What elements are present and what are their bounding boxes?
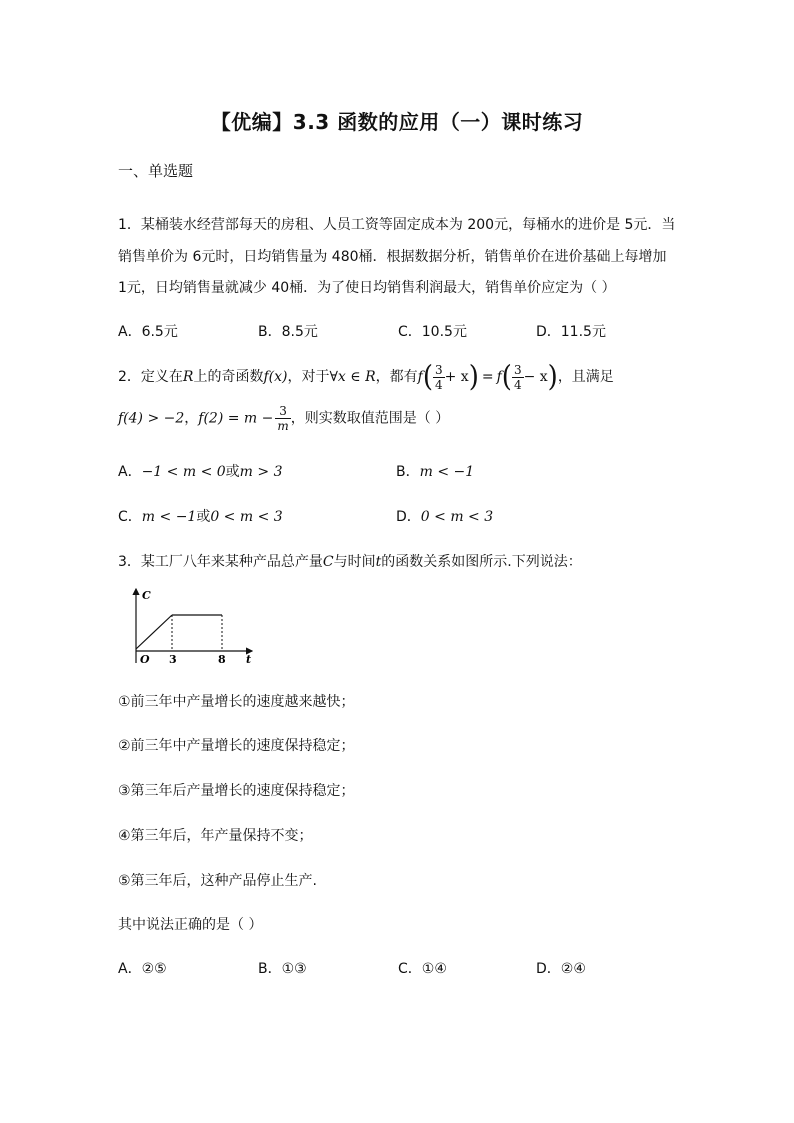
q2-paren: ( — [422, 360, 433, 394]
q3-option-d: D．②④ — [536, 961, 586, 977]
option-or: 或 — [225, 464, 240, 480]
q3-var-c: C — [322, 554, 334, 570]
q3-option-b: B．①③ — [258, 961, 307, 977]
graph-tick-3: 3 — [169, 653, 177, 666]
option-label: B． — [396, 464, 420, 480]
q2-fx: f(x) — [263, 369, 288, 385]
q3-text: 的函数关系如图所示.下列说法： — [381, 554, 582, 570]
q2-paren: ) — [547, 360, 558, 394]
q2-frac-den: 4 — [434, 377, 443, 392]
q2-text: ，则实数取值范围是（ ） — [290, 410, 450, 427]
q2-frac-num: 3 — [434, 362, 443, 377]
option-math: 0 < m < 3 — [420, 509, 494, 525]
q2-frac-num: 3 — [513, 362, 522, 377]
graph-tick-8: 8 — [218, 653, 226, 666]
q2-option-c — [118, 506, 283, 526]
page-title: 【优编】3.3 函数的应用（一）课时练习 — [210, 110, 584, 134]
option-label: C． — [118, 509, 142, 525]
q2-cond-frac-den: m — [277, 419, 289, 433]
option-math: m < −1 — [141, 509, 197, 525]
q2-option-a — [118, 461, 283, 481]
q2-option-d — [396, 506, 493, 526]
q2-frac-den: 4 — [513, 377, 522, 392]
q1-line-3: 1元，日均销售量就减少 40桶．为了使日均销售利润最大，销售单价应定为（ ） — [118, 280, 616, 296]
q1-option-d: D．11.5元 — [536, 324, 606, 340]
q3-statement-4: ④第三年后，年产量保持不变； — [118, 828, 313, 844]
q2-cond-2: f(2) = m − — [198, 410, 274, 427]
q3-statement-1: ①前三年中产量增长的速度越来越快； — [118, 694, 355, 710]
graph-xlabel: t — [246, 653, 252, 666]
q2-text: ， — [184, 410, 199, 427]
q1-line-1: 1．某桶装水经营部每天的房租、人员工资等固定成本为 200元，每桶水的进价是 5元．当 — [118, 217, 676, 233]
q2-text: ，对于 — [287, 369, 330, 385]
q3-statement-5: ⑤第三年后，这种产品停止生产. — [118, 873, 318, 889]
q3-text: 3．某工厂八年来某种产品总产量 — [118, 554, 323, 570]
q2-forall: ∀x ∈ R — [329, 369, 376, 385]
q2-frac — [433, 363, 445, 392]
option-math: 0 < m < 3 — [210, 509, 283, 525]
q2-cond-1: f(4) > −2 — [118, 410, 185, 427]
q2-text: ，都有 — [375, 369, 418, 385]
q3-text: 与时间 — [333, 554, 376, 570]
option-math: −1 < m < 0 — [141, 464, 226, 480]
q2-text: ，且满足 — [557, 369, 614, 385]
q2-f: f — [417, 369, 423, 385]
q2-paren: ) — [468, 360, 479, 394]
production-graph — [118, 585, 258, 667]
q3-statement-2: ②前三年中产量增长的速度保持稳定； — [118, 738, 355, 754]
q3-option-a: A．②⑤ — [118, 961, 167, 977]
q3-statement-3: ③第三年后产量增长的速度保持稳定； — [118, 783, 355, 799]
option-label: A． — [118, 464, 142, 480]
q2-f: f — [496, 369, 502, 385]
q3-question: 其中说法正确的是（ ） — [118, 917, 263, 933]
graph-ylabel: C — [142, 589, 151, 602]
graph-origin: O — [140, 653, 150, 666]
option-math: m > 3 — [239, 464, 283, 480]
q3-intro — [118, 551, 582, 571]
option-or: 或 — [196, 509, 211, 525]
q2-set-r: R — [182, 369, 194, 385]
q2-minus-x: − x — [523, 369, 548, 385]
q2-eq: = — [481, 369, 494, 385]
q2-text: 2．定义在 — [118, 369, 183, 385]
q1-line-2: 销售单价为 6元时，日均销售量为 480桶．根据数据分析，销售单价在进价基础上每增加 — [118, 249, 667, 265]
q2-paren: ( — [501, 360, 512, 394]
q2-cond-frac-num: 3 — [275, 404, 290, 419]
option-math: m < −1 — [419, 464, 475, 480]
q3-option-c: C．①④ — [398, 961, 447, 977]
q2-line-2 — [118, 404, 449, 433]
option-label: D． — [396, 509, 421, 525]
q2-plus-x: + x — [444, 369, 469, 385]
q2-text: 上的奇函数 — [193, 369, 264, 385]
q3-var-t: t — [375, 554, 382, 570]
section-heading: 一、单选题 — [118, 162, 194, 180]
q1-option-c: C．10.5元 — [398, 324, 467, 340]
q2-cond-frac — [275, 404, 290, 433]
q1-option-a: A．6.5元 — [118, 324, 178, 340]
q1-option-b: B．8.5元 — [258, 324, 318, 340]
q2-line-1 — [118, 362, 614, 392]
graph-rising-segment — [136, 615, 172, 649]
q2-option-b — [396, 461, 474, 481]
q2-frac — [512, 363, 524, 392]
